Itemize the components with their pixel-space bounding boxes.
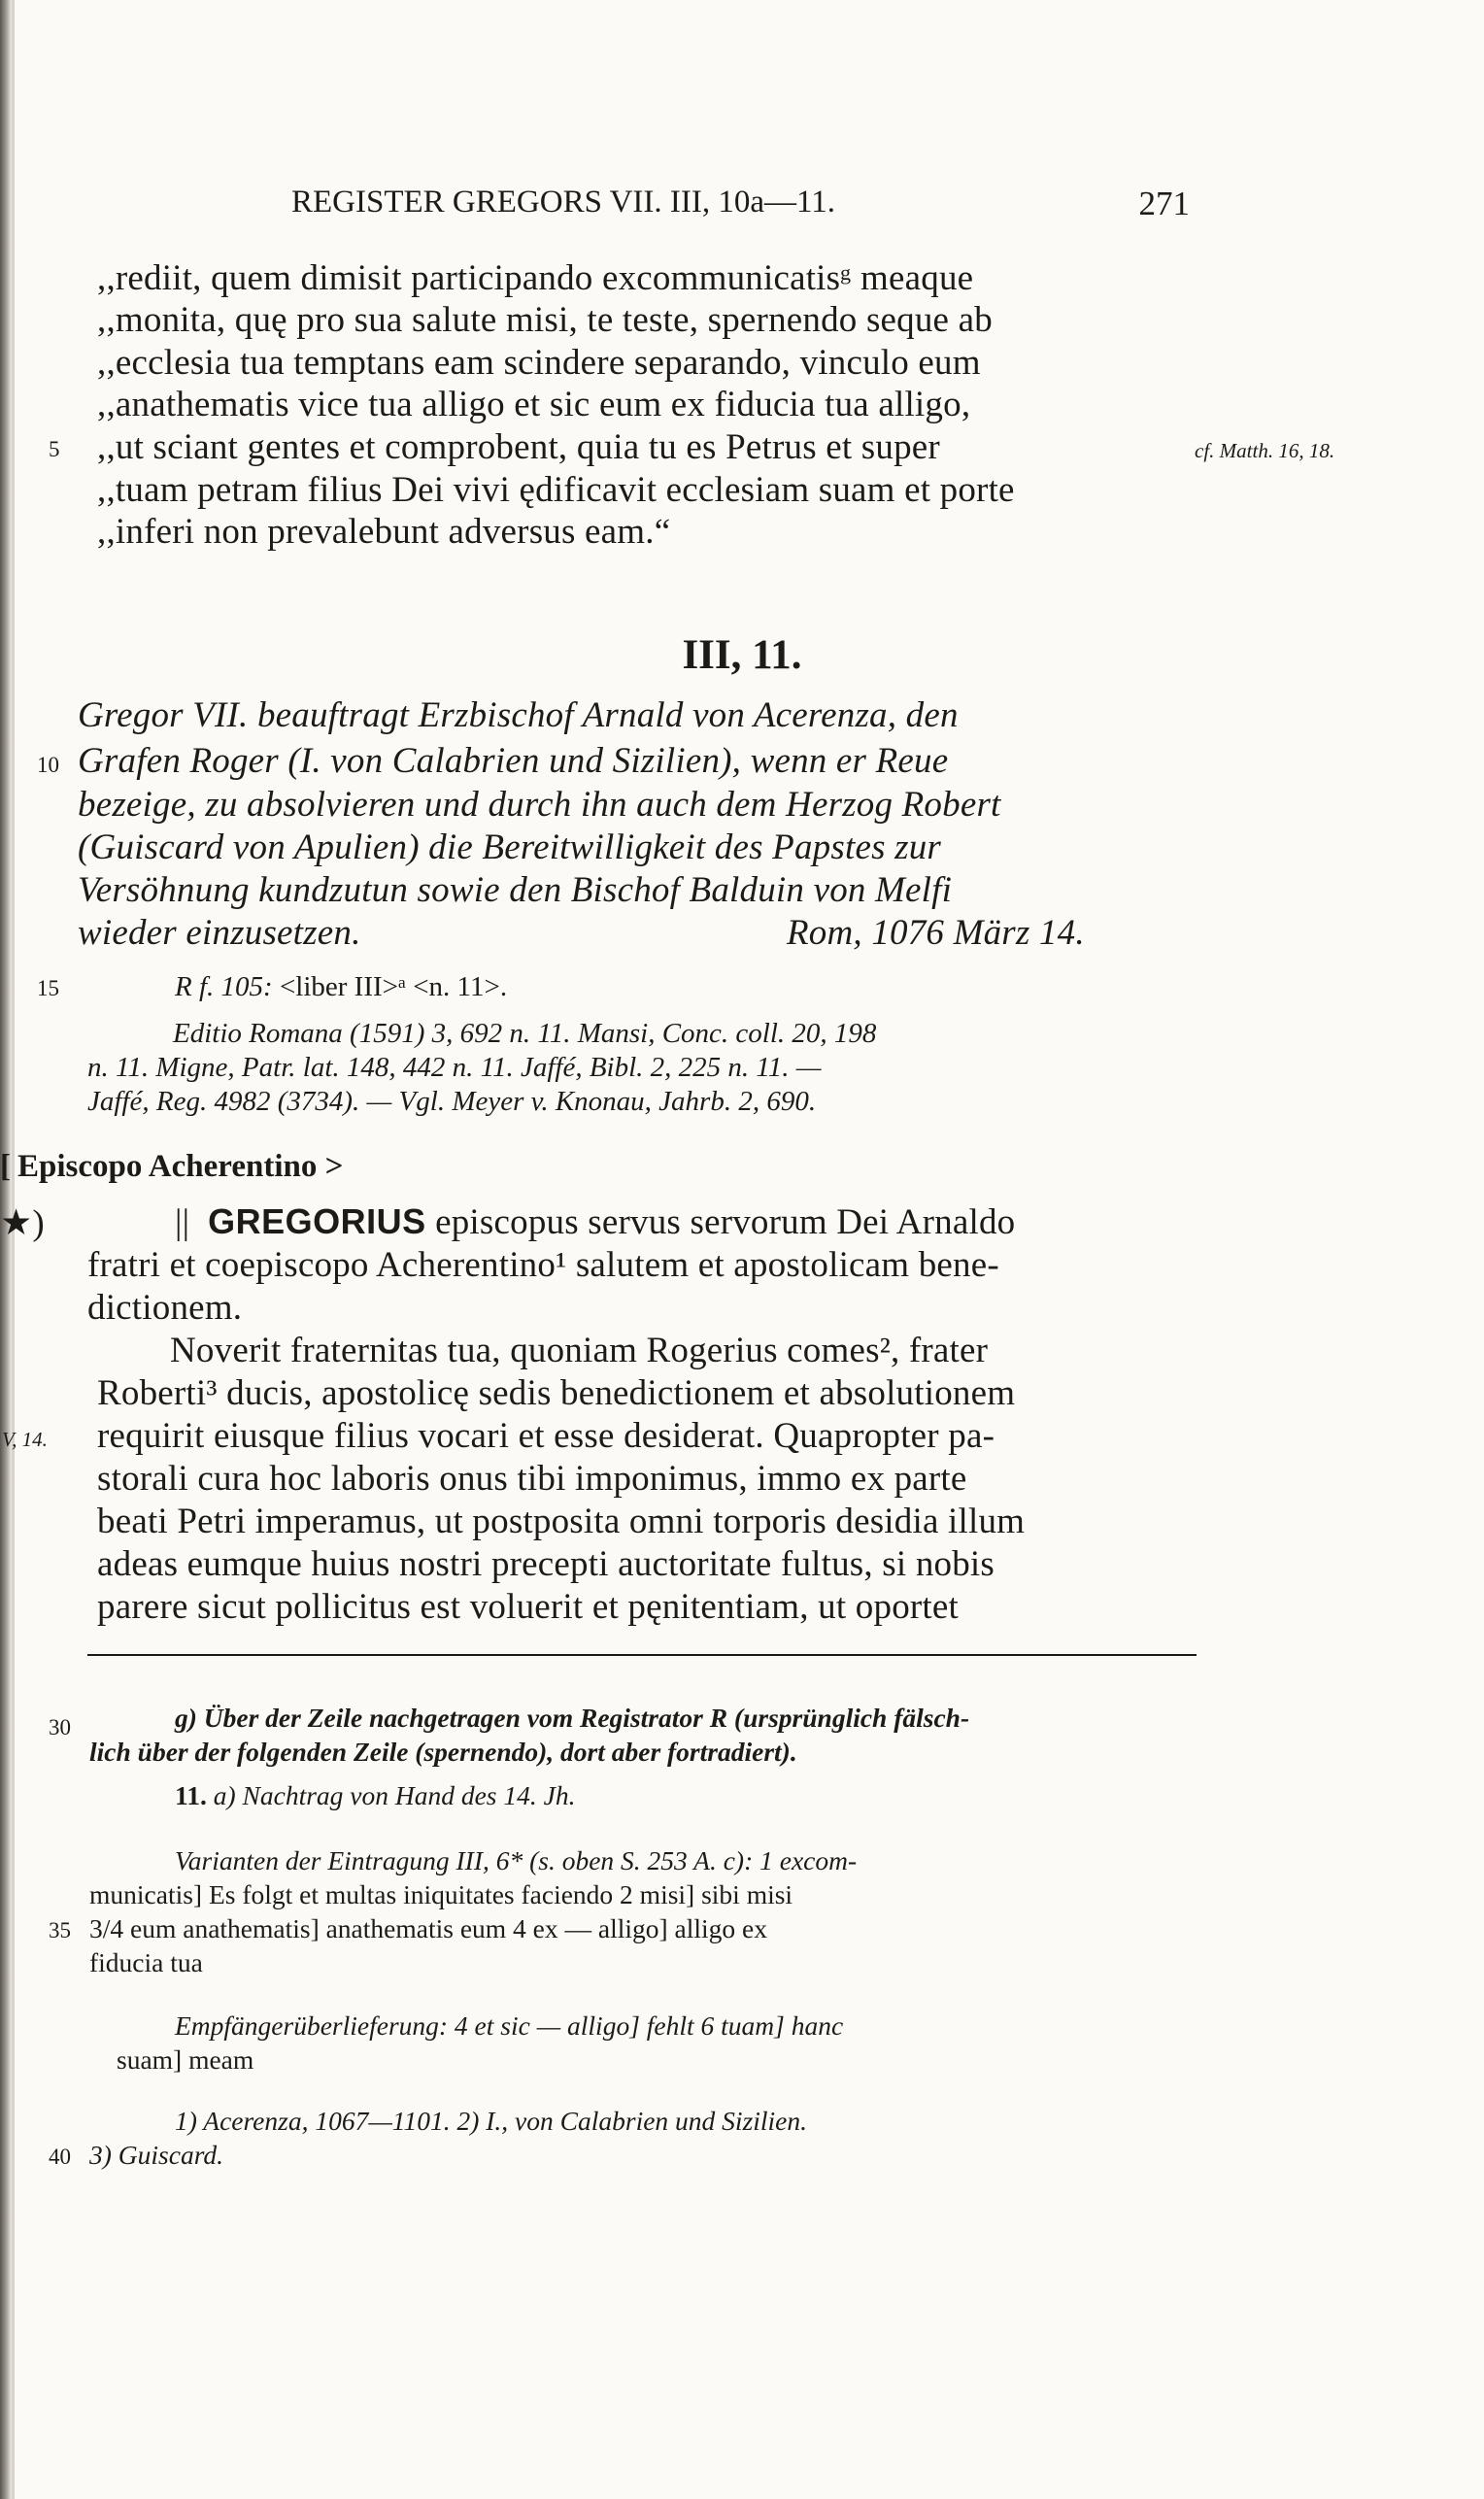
- body-line-6: ,,tuam petram filius Dei vivi ędificavit ecclesiam suam et porte: [97, 470, 1015, 510]
- letter-para-line-6: adeas eumque huius nostri precepti auctoritate fultus, si nobis: [97, 1544, 995, 1584]
- body-line-2: ,,monita, quę pro sua salute misi, te teste, spernendo seque ab: [97, 300, 993, 340]
- date-line: Rom, 1076 März 14.: [787, 913, 1085, 953]
- footnote-line-1: 1) Acerenza, 1067—1101. 2) I., von Calabrien und Sizilien.: [175, 2106, 808, 2136]
- note-a-text: a) Nachtrag von Hand des 14. Jh.: [213, 1780, 576, 1810]
- letter-line-3: dictionem.: [87, 1288, 243, 1328]
- footnote-line-2: 3) Guiscard.: [89, 2140, 223, 2170]
- letter-opening-rest: episcopus servus servorum Dei Arnaldo: [435, 1202, 1016, 1242]
- summary-line-1: Gregor VII. beauftragt Erzbischof Arnald von Acerenza, den: [78, 695, 959, 735]
- recipient-line-1: Empfängerüberlieferung: 4 et sic — alligo] fehlt 6 tuam] hanc: [175, 2010, 844, 2041]
- line-number-40: 40: [49, 2144, 71, 2169]
- summary-line-3: bezeige, zu absolvieren und durch ihn auch dem Herzog Robert: [78, 785, 1001, 825]
- note-g-line-1: g) Über der Zeile nachgetragen vom Registrator R (ursprünglich fälsch-: [175, 1703, 970, 1733]
- note-a-label: 11.: [175, 1780, 207, 1810]
- letter-number-heading: III, 11.: [682, 632, 802, 678]
- register-bar-mark: ||: [175, 1202, 190, 1242]
- note-g-line-2: lich über der folgenden Zeile (spernendo), dort aber fortradiert).: [89, 1737, 797, 1767]
- address-line: Episcopo Acherentino >: [17, 1149, 344, 1184]
- letter-para-line-2: Roberti³ ducis, apostolicę sedis benedictionem et absolutionem: [97, 1373, 1016, 1413]
- note-a-line: [175, 1780, 575, 1811]
- line-number-10: 10: [37, 753, 59, 777]
- summary-line-5: Versöhnung kundzutun sowie den Bischof Balduin von Melfi: [78, 870, 953, 910]
- page-number: 271: [1138, 185, 1190, 222]
- letter-para-line-1: Noverit fraternitas tua, quoniam Rogerius comes², frater: [170, 1331, 989, 1370]
- line-number-15: 15: [37, 976, 59, 1000]
- letter-para-line-4: storali cura hoc laboris onus tibi imponimus, immo ex parte: [97, 1459, 967, 1499]
- editions-line-1: Editio Romana (1591) 3, 692 n. 11. Mansi, Conc. coll. 20, 198: [173, 1018, 877, 1049]
- star-marker: ★): [0, 1203, 45, 1243]
- editions-line-2: n. 11. Migne, Patr. lat. 148, 442 n. 11. Jaffé, Bibl. 2, 225 n. 11. —: [87, 1052, 822, 1083]
- address-bracket: [: [0, 1149, 11, 1184]
- running-header: [291, 185, 1190, 223]
- letter-line-2: fratri et coepiscopo Acherentino¹ salutem et apostolicam bene-: [87, 1245, 999, 1285]
- variants-line-1: Varianten der Eintragung III, 6* (s. oben S. 253 A. c): 1 excom-: [175, 1845, 858, 1875]
- source-reference: <liber III>ᵃ <n. 11>.: [279, 971, 508, 1002]
- summary-line-4: (Guiscard von Apulien) die Bereitwilligkeit des Papstes zur: [78, 827, 942, 867]
- recipient-line-2: suam] meam: [117, 2044, 254, 2075]
- variants-line-2: municatis] Es folgt et multas iniquitates faciendo 2 misi] sibi misi: [89, 1879, 793, 1909]
- page-binding-edge: [0, 0, 12, 2499]
- letter-para-line-5: beati Petri imperamus, ut postposita omni torporis desidia illum: [97, 1502, 1026, 1541]
- letter-opening-line: [175, 1201, 1015, 1243]
- page-binding-shadow: [12, 0, 15, 2499]
- letter-para-line-7: parere sicut pollicitus est voluerit et pęnitentiam, ut oportet: [97, 1587, 959, 1627]
- body-line-7: ,,inferi non prevalebunt adversus eam.“: [97, 512, 671, 552]
- running-title: REGISTER GREGORS VII. III, 10a—11.: [291, 185, 836, 220]
- line-number-35: 35: [49, 1918, 71, 1942]
- summary-line-6: wieder einzusetzen.: [78, 913, 361, 953]
- margin-ref-v14: V, 14.: [2, 1428, 48, 1451]
- body-line-1: ,,rediit, quem dimisit participando excommunicatisᵍ meaque: [97, 258, 974, 298]
- letter-para-line-3: requirit eiusque filius vocari et esse desiderat. Quapropter pa-: [97, 1416, 995, 1456]
- body-line-5: ,,ut sciant gentes et comprobent, quia tu es Petrus et super: [97, 427, 940, 467]
- source-siglum: R f. 105:: [175, 971, 273, 1002]
- summary-line-2: Grafen Roger (I. von Calabrien und Sizilien), wenn er Reue: [78, 741, 949, 781]
- editions-line-3: Jaffé, Reg. 4982 (3734). — Vgl. Meyer v. Knonau, Jahrb. 2, 690.: [87, 1086, 817, 1117]
- variants-line-4: fiducia tua: [89, 1947, 203, 1977]
- sender-name: GREGORIUS: [208, 1201, 426, 1241]
- body-line-3: ,,ecclesia tua temptans eam scindere separando, vinculo eum: [97, 343, 981, 383]
- footnote-rule: [87, 1654, 1197, 1656]
- variants-line-3: 3/4 eum anathematis] anathematis eum 4 ex — alligo] alligo ex: [89, 1913, 767, 1943]
- line-number-30: 30: [49, 1715, 71, 1739]
- margin-reference-matth: cf. Matth. 16, 18.: [1195, 439, 1335, 462]
- line-number-5: 5: [49, 437, 60, 461]
- body-line-4: ,,anathematis vice tua alligo et sic eum ex fiducia tua alligo,: [97, 385, 971, 424]
